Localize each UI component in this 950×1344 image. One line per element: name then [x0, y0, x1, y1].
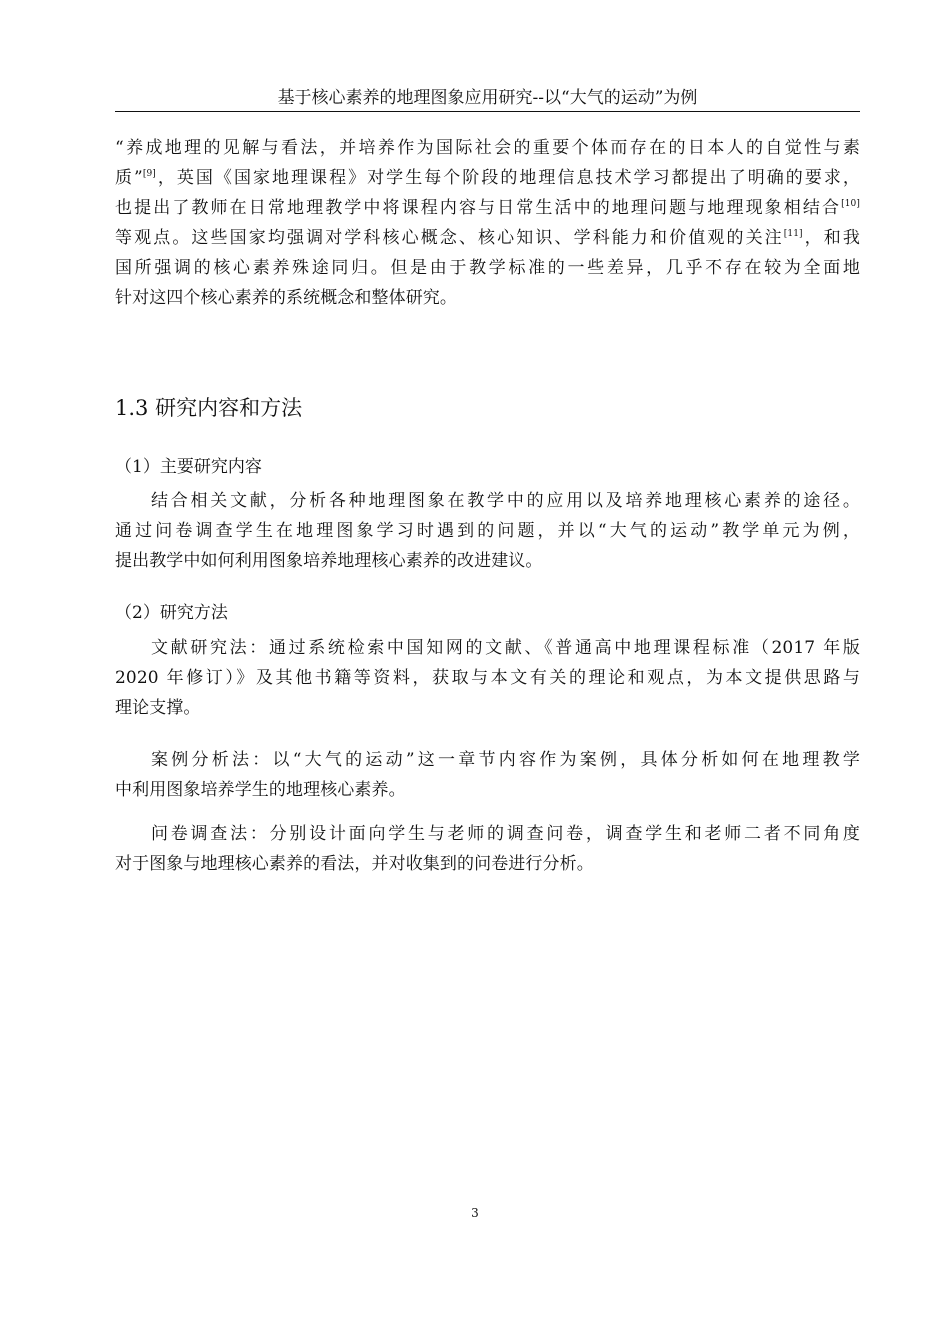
research-content-paragraph	[115, 486, 860, 576]
text-line: 针对这四个核心素养的系统概念和整体研究。	[115, 288, 457, 308]
text-line	[115, 163, 860, 193]
text-line: 理论支撑。	[115, 698, 201, 718]
text-line: 对于图象与地理核心素养的看法，并对收集到的问卷进行分析。	[115, 854, 594, 874]
text-segment: 质”	[115, 168, 143, 188]
text-line: 中利用图象培养学生的地理核心素养。	[115, 780, 406, 800]
text-line	[115, 193, 860, 223]
text-line: 国所强调的核心素养殊途同归。但是由于教学标准的一些差异，几乎不存在较为全面地	[115, 258, 860, 278]
header-rule	[115, 111, 860, 112]
subheading-methods: （2）研究方法	[115, 603, 228, 623]
citation-9: [9]	[142, 169, 156, 179]
section-heading: 1.3 研究内容和方法	[115, 396, 303, 420]
text-line: 通过问卷调查学生在地理图象学习时遇到的问题，并以“大气的运动”教学单元为例，	[115, 521, 860, 541]
text-segment: ，英国《国家地理课程》对学生每个阶段的地理信息技术学习都提出了明确的要求，	[155, 168, 860, 188]
text-line: 提出教学中如何利用图象培养地理核心素养的改进建议。	[115, 551, 543, 571]
text-line: 案例分析法：以“大气的运动”这一章节内容作为案例，具体分析如何在地理教学	[151, 750, 860, 770]
text-line: 2020 年修订）》及其他书籍等资料，获取与本文有关的理论和观点，为本文提供思路与	[115, 668, 860, 688]
text-line	[115, 223, 860, 253]
text-line: 问卷调查法：分别设计面向学生与老师的调查问卷，调查学生和老师二者不同角度	[151, 824, 860, 844]
text-segment: 也提出了教师在日常地理教学中将课程内容与日常生活中的地理问题与地理现象相结合	[115, 198, 842, 218]
citation-11: [11]	[783, 229, 803, 239]
intro-paragraph	[115, 133, 860, 313]
text-segment: ，和我	[802, 228, 860, 248]
citation-10: [10]	[841, 199, 860, 209]
text-line: 结合相关文献，分析各种地理图象在教学中的应用以及培养地理核心素养的途径。	[151, 491, 860, 511]
literature-method-paragraph	[115, 633, 860, 723]
text-line: “养成地理的见解与看法，并培养作为国际社会的重要个体而存在的日本人的自觉性与素	[115, 138, 860, 158]
text-line: 文献研究法：通过系统检索中国知网的文献、《普通高中地理课程标准（2017 年版	[151, 638, 860, 658]
subheading-research-content: （1）主要研究内容	[115, 457, 262, 477]
case-method-paragraph	[115, 745, 860, 805]
running-header: 基于核心素养的地理图象应用研究--以“大气的运动”为例	[277, 88, 698, 108]
text-segment: 等观点。这些国家均强调对学科核心概念、核心知识、学科能力和价值观的关注	[115, 228, 784, 248]
survey-method-paragraph	[115, 819, 860, 879]
page-number: 3	[471, 1206, 479, 1220]
